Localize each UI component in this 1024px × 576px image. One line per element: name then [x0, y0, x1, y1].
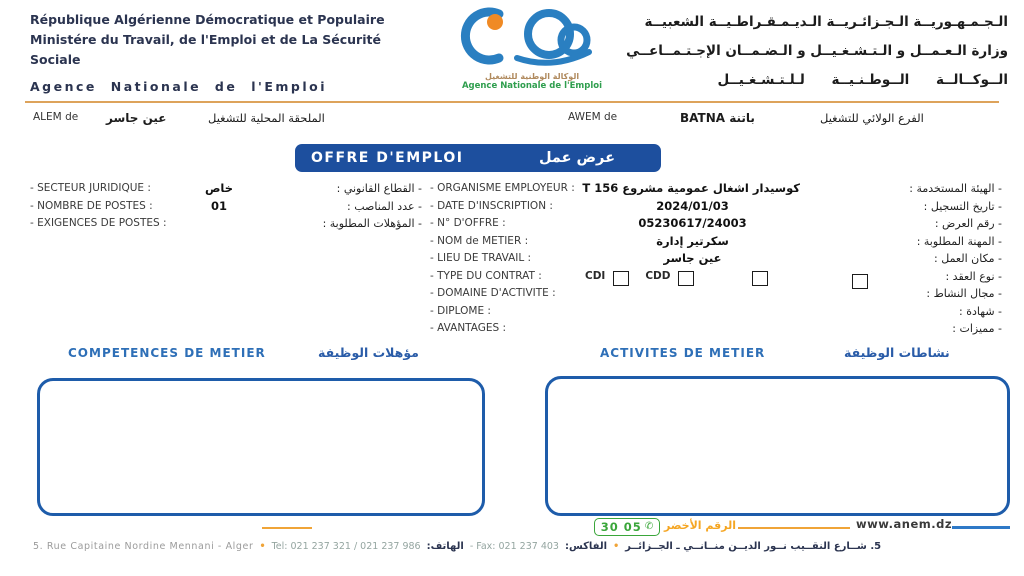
- awem-label: AWEM de: [568, 111, 618, 123]
- offer-title-arabic: عرض عمل: [538, 150, 615, 166]
- alem-label: ALEM de: [33, 111, 79, 123]
- field-label: - EXIGENCES DE POSTES :: [30, 217, 167, 229]
- header-ar-line2: وزارة الـعـمــل و الـتـشـغـيــل و الـضـمــان الإجـتـمــاعــي: [626, 43, 1008, 59]
- field-label-ar: - مكان العمل :: [934, 252, 1002, 265]
- header-fr-line3: Agence Nationale de l'Emploi: [30, 79, 327, 94]
- field-label: - TYPE DU CONTRAT :: [430, 269, 542, 282]
- orange-bullet: •: [613, 541, 620, 552]
- header-french: [30, 10, 435, 97]
- address-french: 5. Rue Capitaine Nordine Mennani - Alger: [33, 541, 254, 552]
- address-arabic: 5. شــارع النقــيب نــور الديــن منــانــي ـ الجــزائــر: [625, 541, 882, 552]
- field-label: - ORGANISME EMPLOYEUR :: [430, 182, 575, 194]
- header-divider-line: [25, 101, 999, 103]
- cdd-label: CDD: [645, 270, 671, 282]
- field-label: - LIEU DE TRAVAIL :: [430, 252, 532, 264]
- fax-label-ar: الفاكس:: [564, 541, 608, 552]
- lieu-travail-value: عين جاسر: [663, 251, 722, 265]
- cdi-checkbox[interactable]: [613, 271, 629, 286]
- field-label-ar: - عدد المناصب :: [347, 199, 422, 213]
- competences-title-fr: COMPETENCES DE METIER: [68, 346, 266, 360]
- green-number-box: [594, 518, 660, 536]
- activites-title-fr: ACTIVITES DE METIER: [600, 346, 766, 360]
- header-ar-line3: الــوكــالــة الــوطـنـيــة لـلـتـشـغـيــل: [717, 72, 1008, 88]
- date-inscription-value: 2024/01/03: [656, 198, 729, 213]
- field-label: - NOM de METIER :: [430, 234, 529, 247]
- logo-arabic-caption: الوكالة الوطنية للتشغيل: [484, 72, 580, 81]
- competences-box: [37, 378, 485, 516]
- field-label: - DOMAINE D'ACTIVITE :: [430, 287, 556, 299]
- field-label: - SECTEUR JURIDIQUE :: [30, 182, 151, 194]
- field-label-ar: - تاريخ التسجيل :: [923, 199, 1002, 213]
- field-label: - NOMBRE DE POSTES :: [30, 199, 153, 212]
- footer-address: [33, 541, 1013, 552]
- right-arabic-labels: [838, 180, 1002, 338]
- cdd-checkbox[interactable]: [678, 271, 694, 286]
- field-label-ar: - القطاع القانوني :: [336, 182, 422, 195]
- field-label-ar: - نوع العقد :: [945, 269, 1002, 283]
- field-label-ar: - مجال النشاط :: [926, 287, 1002, 300]
- fax-number: - Fax: 021 237 403: [469, 541, 559, 552]
- field-label: - DATE D'INSCRIPTION :: [430, 199, 553, 212]
- offer-title-bar: [295, 144, 661, 172]
- type-contrat-row: [585, 266, 865, 286]
- green-number: 30 05: [600, 520, 642, 534]
- offer-title-french: OFFRE D'EMPLOI: [311, 150, 464, 166]
- header-fr-line2: Ministére du Travail, de l'Emploi et de La Sécurité Sociale: [30, 32, 381, 67]
- orange-bullet: •: [259, 541, 266, 552]
- field-label: - DIPLOME :: [430, 304, 491, 317]
- field-label: - AVANTAGES :: [430, 322, 507, 334]
- blue-line: [952, 526, 1010, 529]
- competences-title-ar: مؤهلات الوظيفة: [318, 345, 419, 360]
- orange-line-right: [738, 527, 850, 529]
- field-label-ar: - المؤهلات المطلوبة :: [322, 217, 422, 230]
- awem-arabic-label: الفرع الولائي للتشغيل: [820, 111, 924, 125]
- anem-logo: [448, 6, 616, 100]
- organisme-employeur-value: كوسيدار اشغال عمومية مشروع 156 T: [582, 181, 800, 195]
- anem-logo-icon: [457, 6, 607, 68]
- nombre-postes-value: 01: [210, 198, 227, 213]
- field-label-ar: - الهيئة المستخدمة :: [909, 182, 1002, 195]
- orange-line-left: [262, 527, 312, 529]
- alem-value: عين جاسر: [106, 111, 167, 125]
- contract-checkbox-3[interactable]: [752, 271, 768, 286]
- field-label-ar: - رقم العرض :: [934, 217, 1002, 230]
- field-label-ar: - مميزات :: [952, 322, 1002, 335]
- field-label: - N° D'OFFRE :: [430, 217, 506, 229]
- left-values: [196, 180, 242, 215]
- field-label-ar: - شهادة :: [959, 304, 1002, 318]
- green-number-label: الرقم الأخضر: [664, 519, 736, 532]
- awem-value: BATNA باتنة: [680, 111, 755, 125]
- activites-box: [545, 376, 1010, 516]
- left-arabic-labels: [278, 180, 422, 233]
- field-label-ar: - المهنة المطلوبة :: [916, 234, 1002, 248]
- header-fr-line1: République Algérienne Démocratique et Populaire: [30, 12, 385, 27]
- center-values: [582, 180, 800, 268]
- website-link[interactable]: www.anem.dz: [856, 517, 953, 531]
- activites-title-ar: نشاطات الوظيفة: [844, 345, 950, 360]
- nom-metier-value: سكرتير إدارة: [656, 233, 729, 248]
- secteur-juridique-value: خاص: [204, 181, 234, 195]
- header-arabic: [596, 8, 1008, 95]
- phone-numbers: Tel: 021 237 321 / 021 237 986: [271, 541, 421, 552]
- alem-arabic-label: الملحقة المحلية للتشغيل: [208, 111, 325, 125]
- phone-label-ar: الهاتف:: [426, 541, 464, 552]
- numero-offre-value: 05230617/24003: [638, 216, 747, 230]
- logo-french-caption: Agence Nationale de l'Emploi: [461, 81, 603, 91]
- phone-icon: ✆: [644, 521, 654, 532]
- header-ar-line1: الـجـمـهـوريــة الـجـزائـريــة الـديـمـقـراطـيــة الشعبيــة: [644, 14, 1008, 30]
- cdi-label: CDI: [585, 270, 606, 282]
